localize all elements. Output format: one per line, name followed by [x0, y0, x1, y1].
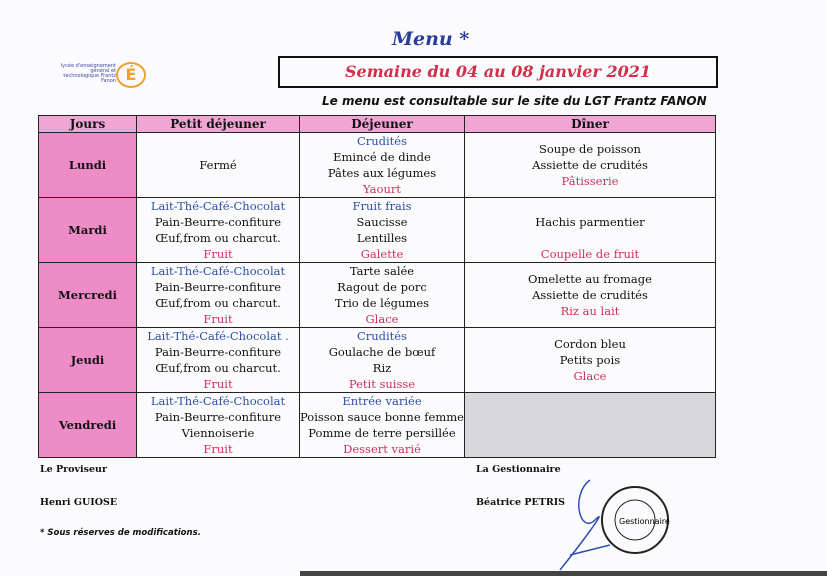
signature-stamp — [540, 475, 680, 575]
proviseur-label: Le Proviseur — [40, 464, 107, 475]
website-note: Le menu est consultable sur le site du LGT Frantz FANON — [322, 94, 707, 108]
menu-item: Saucisse — [356, 215, 408, 229]
menu-item: Crudités — [356, 134, 408, 148]
menu-item: Hachis parmentier — [535, 215, 645, 229]
menu-item: Petit suisse — [348, 377, 416, 391]
lunch-cell — [300, 198, 465, 263]
menu-item: Riz — [372, 361, 392, 375]
menu-item: Lait-Thé-Café-Chocolat — [150, 394, 286, 408]
day-cell: Vendredi — [39, 393, 137, 458]
menu-item: Crudités — [356, 329, 408, 343]
gestionnaire-name: Béatrice PETRIS — [476, 497, 566, 508]
table-row — [39, 328, 716, 393]
menu-item: Fruit — [203, 312, 233, 326]
day-cell: Lundi — [39, 133, 137, 198]
table-row — [39, 198, 716, 263]
menu-item: Petits pois — [559, 353, 621, 367]
menu-item — [465, 198, 715, 214]
menu-item: Lait-Thé-Café-Chocolat — [150, 199, 286, 213]
menu-item: Glace — [365, 312, 399, 326]
menu-item: Pain-Beurre-confiture — [154, 215, 282, 229]
menu-item: Galette — [360, 247, 404, 261]
menu-item — [465, 230, 715, 246]
breakfast-cell — [137, 393, 300, 458]
dinner-cell — [464, 393, 715, 458]
logo-text: lycée d'enseignement général et technologique Frantz Fanon — [60, 63, 116, 84]
header-lunch: Déjeuner — [300, 116, 465, 133]
menu-item: Fermé — [199, 158, 237, 172]
menu-item: Dessert varié — [343, 442, 421, 456]
menu-table — [38, 115, 716, 458]
menu-item: Tarte salée — [349, 264, 415, 278]
breakfast-cell — [137, 328, 300, 393]
menu-item: Pâtes aux légumes — [327, 166, 437, 180]
breakfast-cell — [137, 198, 300, 263]
menu-item: Poisson sauce bonne femme — [300, 410, 464, 424]
menu-item: Pomme de terre persillée — [308, 426, 456, 440]
menu-item: Pâtisserie — [561, 174, 619, 188]
dinner-cell — [464, 328, 715, 393]
menu-item: Soupe de poisson — [539, 142, 641, 156]
menu-item: Goulache de bœuf — [328, 345, 436, 359]
menu-item: Emincé de dinde — [333, 150, 431, 164]
menu-item: Assiette de crudités — [532, 158, 648, 172]
menu-item: Lait-Thé-Café-Chocolat . — [147, 329, 289, 343]
menu-item: Riz au lait — [560, 304, 620, 318]
lunch-cell — [300, 328, 465, 393]
menu-item: Cordon bleu — [554, 337, 626, 351]
menu-item: Lait-Thé-Café-Chocolat — [150, 264, 286, 278]
menu-item: Œuf,from ou charcut. — [155, 231, 281, 245]
week-title: Semaine du 04 au 08 janvier 2021 — [278, 56, 718, 88]
menu-item: Omelette au fromage — [528, 272, 652, 286]
menu-item: Fruit — [203, 247, 233, 261]
menu-item: Lentilles — [356, 231, 408, 245]
table-row — [39, 263, 716, 328]
menu-item: Œuf,from ou charcut. — [155, 296, 281, 310]
scan-edge — [300, 571, 827, 576]
header-dinner: Dîner — [464, 116, 715, 133]
day-cell: Jeudi — [39, 328, 137, 393]
svg-text:Gestionnaire: Gestionnaire — [619, 517, 670, 526]
menu-item: Pain-Beurre-confiture — [154, 280, 282, 294]
modification-note: * Sous réserves de modifications. — [40, 528, 201, 538]
header-days: Jours — [39, 116, 137, 133]
proviseur-name: Henri GUIOSE — [40, 497, 118, 508]
menu-item: Yaourt — [362, 182, 401, 196]
dinner-cell — [464, 263, 715, 328]
breakfast-cell — [137, 263, 300, 328]
menu-item: Pain-Beurre-confiture — [154, 345, 282, 359]
day-cell: Mercredi — [39, 263, 137, 328]
menu-item: Entrée variée — [342, 394, 422, 408]
menu-item: Trio de légumes — [334, 296, 430, 310]
menu-item: Assiette de crudités — [532, 288, 648, 302]
menu-item: Fruit — [203, 377, 233, 391]
menu-item: Fruit — [203, 442, 233, 456]
lunch-cell — [300, 263, 465, 328]
menu-item: Coupelle de fruit — [540, 247, 640, 261]
breakfast-cell — [137, 133, 300, 198]
page-title: Menu * — [392, 28, 470, 50]
menu-item: Viennoiserie — [181, 426, 255, 440]
lunch-cell — [300, 393, 465, 458]
menu-item: Fruit frais — [352, 199, 412, 213]
menu-item: Œuf,from ou charcut. — [155, 361, 281, 375]
dinner-cell — [464, 198, 715, 263]
dinner-cell — [464, 133, 715, 198]
table-row — [39, 133, 716, 198]
menu-item: Ragout de porc — [337, 280, 427, 294]
lunch-cell — [300, 133, 465, 198]
header-breakfast: Petit déjeuner — [137, 116, 300, 133]
menu-item: Pain-Beurre-confiture — [154, 410, 282, 424]
education-logo-icon: É — [116, 62, 146, 88]
menu-item: Glace — [573, 369, 607, 383]
gestionnaire-label: La Gestionnaire — [476, 464, 561, 475]
day-cell: Mardi — [39, 198, 137, 263]
school-logo — [60, 62, 150, 112]
table-row — [39, 393, 716, 458]
